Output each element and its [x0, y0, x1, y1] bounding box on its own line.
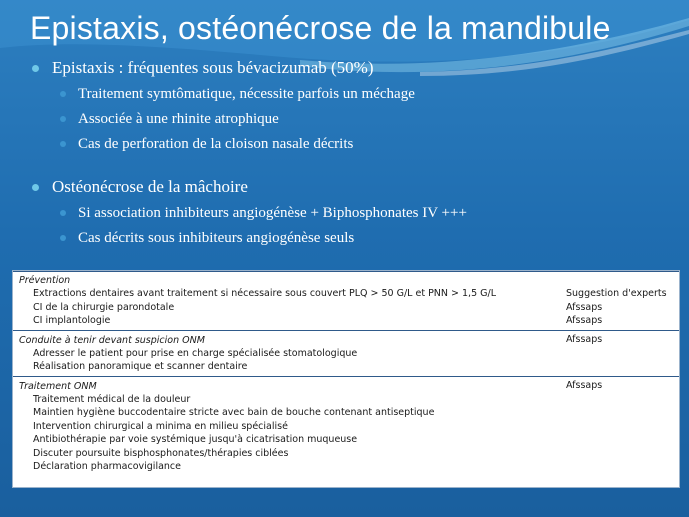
recommendations-table	[12, 270, 680, 488]
bullet-dot-icon	[32, 65, 39, 72]
bullet-dot-icon	[60, 235, 66, 241]
sub-bullet-label: Associée à une rhinite atrophique	[78, 111, 279, 127]
row-source: Suggestion d'experts	[566, 288, 667, 299]
row-text: Déclaration pharmacovigilance	[33, 461, 181, 472]
sub-bullet	[30, 201, 679, 225]
row-text: CI implantologie	[33, 315, 111, 326]
sub-bullet-label: Si association inhibiteurs angiogénèse + Biphosphonates IV +++	[78, 205, 467, 221]
table-row	[19, 420, 673, 434]
section-source: Afssaps	[566, 379, 603, 391]
table-row	[19, 287, 673, 301]
sub-bullet-label: Cas décrits sous inhibiteurs angiogénèse seuls	[78, 230, 355, 246]
table-section-suspicion	[13, 331, 679, 377]
section-title: Traitement ONM	[19, 380, 97, 392]
section-title: Conduite à tenir devant suspicion ONM	[19, 334, 205, 346]
table-row	[19, 393, 673, 407]
sub-bullet-label: Cas de perforation de la cloison nasale décrits	[78, 136, 354, 152]
sub-bullet-label: Traitement symtômatique, nécessite parfois un méchage	[78, 86, 415, 102]
row-text: Réalisation panoramique et scanner dentaire	[33, 361, 248, 372]
table-row	[19, 460, 673, 474]
sub-bullet	[30, 226, 679, 250]
row-source: Afssaps	[566, 301, 603, 313]
sub-bullet	[30, 82, 679, 106]
bullet-dot-icon	[60, 210, 66, 216]
row-text: Antibiothérapie par voie systémique jusqu'à cicatrisation muqueuse	[33, 434, 358, 445]
row-text: CI de la chirurgie parondotale	[33, 301, 175, 313]
table-row	[19, 433, 673, 447]
bullet-dot-icon	[60, 141, 66, 147]
table-row	[19, 301, 673, 315]
bullet-dot-icon	[60, 116, 66, 122]
table-row	[19, 406, 673, 420]
bullet-dot-icon	[60, 91, 66, 97]
table-row	[19, 360, 673, 374]
slide-title: Epistaxis, ostéonécrose de la mandibule	[30, 10, 611, 46]
sub-bullet	[30, 132, 679, 156]
bullet-label: Ostéonécrose de la mâchoire	[52, 177, 248, 196]
bullet-list	[30, 56, 679, 251]
row-source: Afssaps	[566, 315, 603, 326]
row-text: Traitement médical de la douleur	[33, 393, 191, 405]
sub-bullet	[30, 107, 679, 131]
bullet-epistaxis	[30, 56, 679, 80]
bullet-label: Epistaxis : fréquentes sous bévacizumab (50%)	[52, 58, 374, 77]
table-section-prevention	[13, 271, 679, 331]
row-text: Extractions dentaires avant traitement si nécessaire sous couvert PLQ > 50 G/L et PNN > 1,5 G/L	[33, 288, 496, 299]
row-text: Adresser le patient pour prise en charge spécialisée stomatologique	[33, 347, 358, 359]
bullet-osteonecrose	[30, 175, 679, 199]
table-section-traitement	[13, 377, 679, 476]
row-text: Intervention chirurgical a minima en milieu spécialisé	[33, 420, 288, 432]
row-text: Discuter poursuite bisphosphonates/thérapies ciblées	[33, 447, 289, 459]
table-row	[19, 347, 673, 361]
row-text: Maintien hygiène buccodentaire stricte avec bain de bouche contenant antiseptique	[33, 407, 435, 418]
table-row	[19, 314, 673, 328]
section-source: Afssaps	[566, 333, 603, 345]
section-title: Prévention	[19, 275, 71, 286]
table-row	[19, 447, 673, 461]
bullet-dot-icon	[32, 184, 39, 191]
